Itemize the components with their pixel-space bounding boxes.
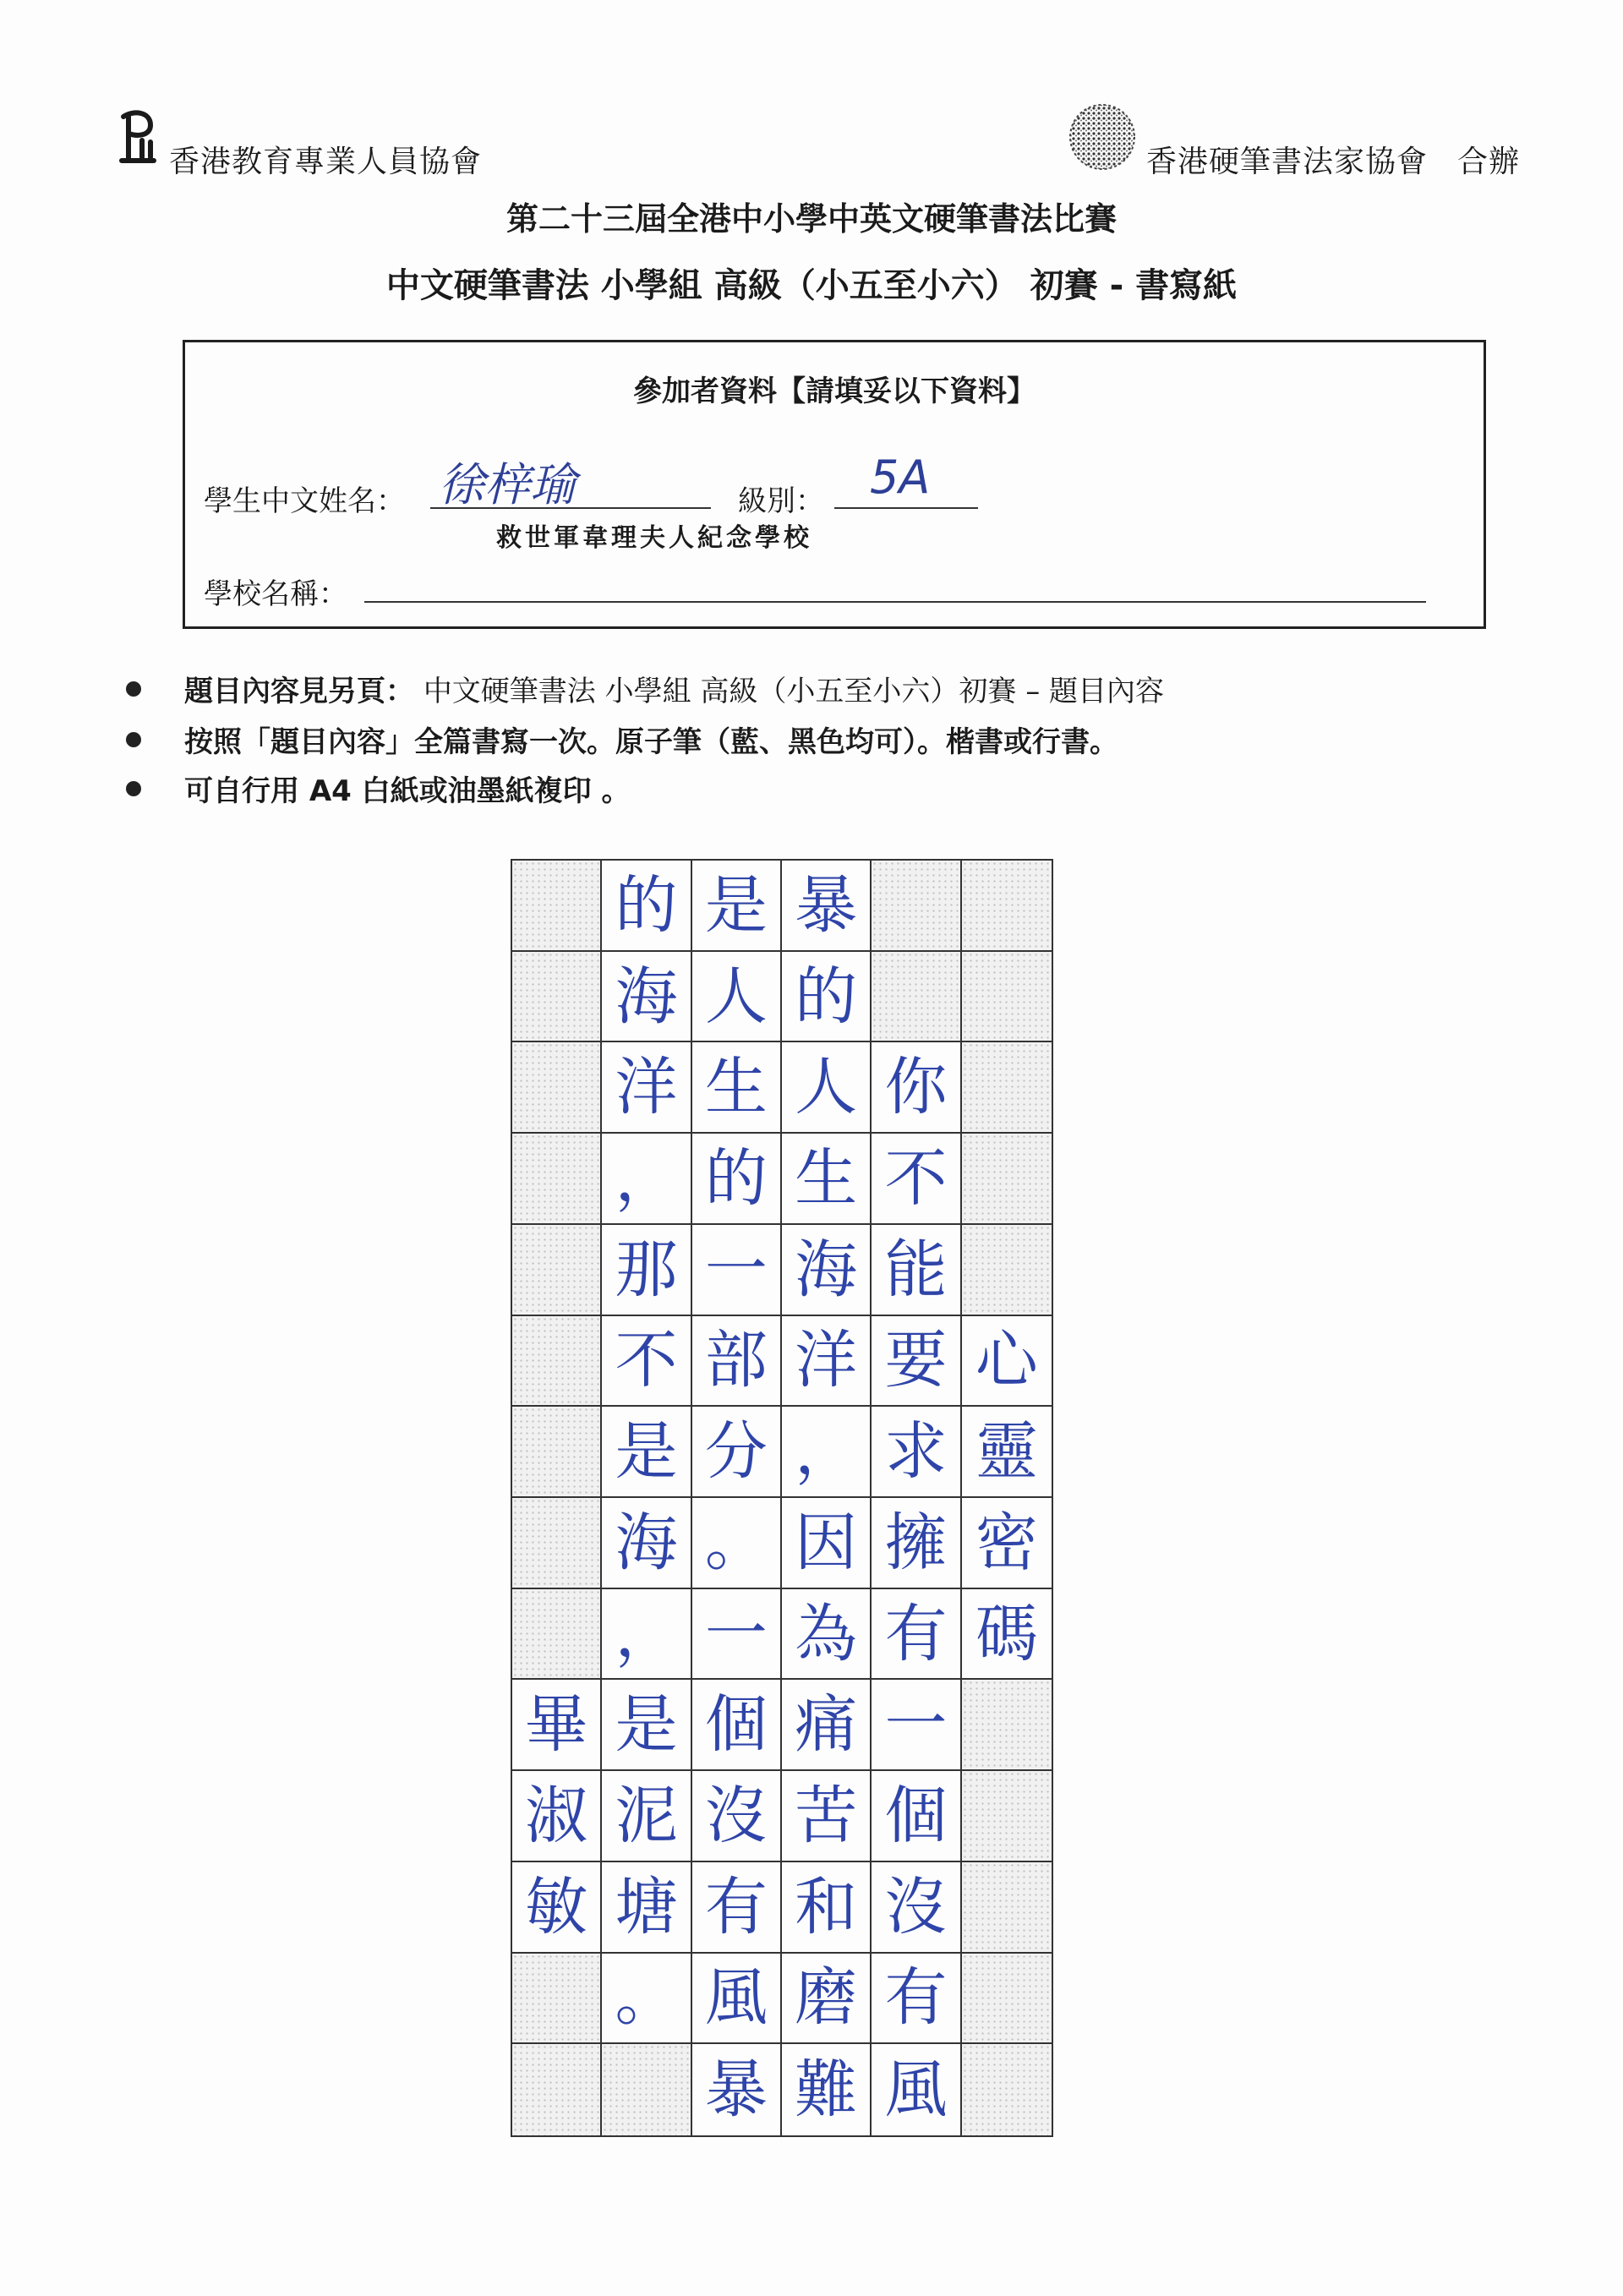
grid-cell: ，	[602, 1134, 691, 1225]
grid-cell: 靈	[962, 1407, 1052, 1498]
grid-cell: 要	[872, 1316, 961, 1408]
grid-cell: 難	[782, 2044, 872, 2135]
grid-cell: 你	[872, 1042, 961, 1134]
grid-cell-empty	[512, 1316, 602, 1408]
grid-cell: 是	[602, 1680, 691, 1771]
grid-cell: 心	[962, 1316, 1052, 1408]
grid-cell: 一	[872, 1680, 961, 1771]
grid-cell: 因	[782, 1498, 872, 1589]
grid-cell-empty	[512, 1134, 602, 1225]
grid-cell: ，	[602, 1589, 691, 1681]
grid-cell: 風	[692, 1954, 782, 2045]
grid-cell: 海	[602, 952, 691, 1043]
grid-cell: 為	[782, 1589, 872, 1681]
bullet-icon	[126, 732, 141, 747]
grid-cell: 磨	[782, 1954, 872, 2045]
grid-cell: 求	[872, 1407, 961, 1498]
grid-cell: 有	[692, 1862, 782, 1954]
grid-cell: ，	[782, 1407, 872, 1498]
grid-cell: 部	[692, 1316, 782, 1408]
grid-cell-empty	[512, 1589, 602, 1681]
grid-cell: 。	[602, 1954, 691, 2045]
grid-cell: 洋	[602, 1042, 691, 1134]
grid-cell: 人	[782, 1042, 872, 1134]
grid-cell: 那	[602, 1225, 691, 1316]
grid-cell: 分	[692, 1407, 782, 1498]
grid-cell-empty	[962, 1771, 1052, 1862]
grid-cell-empty	[512, 2044, 602, 2135]
bullet-icon	[126, 681, 141, 697]
grid-cell-empty	[962, 1225, 1052, 1316]
grid-cell: 的	[782, 952, 872, 1043]
grid-cell-empty	[962, 861, 1052, 952]
instruction-lead: 題目內容見另頁：	[184, 675, 414, 708]
grid-cell: 的	[692, 1134, 782, 1225]
grid-cell: 風	[872, 2044, 961, 2135]
grid-cell: 沒	[872, 1862, 961, 1954]
org-right-name: 香港硬筆書法家協會	[1146, 145, 1429, 179]
paper-subtitle: 中文硬筆書法 小學組 高級（小五至小六） 初賽 - 書寫紙	[385, 266, 1238, 305]
grid-cell: 和	[782, 1862, 872, 1954]
grid-cell: 塘	[602, 1862, 691, 1954]
grid-cell: 能	[872, 1225, 961, 1316]
grid-cell-empty	[962, 1680, 1052, 1771]
grid-cell-empty	[512, 1407, 602, 1498]
grid-cell: 是	[602, 1407, 691, 1498]
pe-association-logo-icon	[117, 108, 161, 176]
grid-cell-empty	[962, 2044, 1052, 2135]
grid-cell: 洋	[782, 1316, 872, 1408]
school-name-underline	[364, 601, 1426, 603]
grid-cell: 泥	[602, 1771, 691, 1862]
instruction-text: 按照「題目內容」全篇書寫一次。原子筆（藍、黑色均可）。楷書或行書。	[184, 725, 1118, 759]
instruction-item	[184, 719, 1118, 760]
class-handwritten: 5A	[870, 451, 931, 504]
co-host-label: 合辦	[1457, 145, 1521, 179]
bullet-icon	[126, 781, 141, 796]
grid-cell: 擁	[872, 1498, 961, 1589]
grid-cell-empty	[512, 1954, 602, 2045]
grid-cell: 個	[692, 1680, 782, 1771]
grid-cell: 一	[692, 1225, 782, 1316]
grid-cell: 不	[602, 1316, 691, 1408]
participant-info-box	[183, 340, 1486, 629]
grid-cell-empty	[962, 1134, 1052, 1225]
student-name-label: 學生中文姓名：	[204, 484, 405, 518]
org-left-name: 香港教育專業人員協會	[169, 145, 483, 179]
class-label: 級別：	[738, 484, 824, 518]
grid-cell: 有	[872, 1589, 961, 1681]
grid-cell: 海	[782, 1225, 872, 1316]
instruction-text: 可自行用 A4 白紙或油墨紙複印 。	[184, 774, 631, 808]
grid-cell-empty	[512, 1042, 602, 1134]
grid-cell: 敏	[512, 1862, 602, 1954]
grid-cell: 淑	[512, 1771, 602, 1862]
grid-cell: 畢	[512, 1680, 602, 1771]
calligraphy-association-seal-icon	[1067, 101, 1138, 172]
grid-cell: 有	[872, 1954, 961, 2045]
grid-cell: 海	[602, 1498, 691, 1589]
grid-cell: 一	[692, 1589, 782, 1681]
grid-cell-empty	[962, 952, 1052, 1043]
grid-cell: 個	[872, 1771, 961, 1862]
grid-cell: 暴	[692, 2044, 782, 2135]
grid-cell: 的	[602, 861, 691, 952]
grid-cell-empty	[512, 1225, 602, 1316]
grid-cell-empty	[962, 1862, 1052, 1954]
grid-cell-empty	[512, 861, 602, 952]
grid-cell-empty	[512, 952, 602, 1043]
grid-cell: 暴	[782, 861, 872, 952]
grid-cell: 生	[692, 1042, 782, 1134]
grid-cell-empty	[962, 1954, 1052, 2045]
grid-cell: 痛	[782, 1680, 872, 1771]
school-name-stamp: 救世軍韋理夫人紀念學校	[496, 523, 812, 553]
writing-grid	[511, 859, 1053, 2137]
grid-cell-empty	[872, 861, 961, 952]
grid-cell-empty	[512, 1498, 602, 1589]
grid-cell: 。	[692, 1498, 782, 1589]
grid-cell-empty	[602, 2044, 691, 2135]
school-name-label: 學校名稱：	[204, 577, 347, 611]
participant-info-heading: 參加者資料【請填妥以下資料】	[633, 374, 1036, 408]
grid-cell: 不	[872, 1134, 961, 1225]
instruction-item	[184, 668, 1164, 709]
instruction-text: 中文硬筆書法 小學組 高級（小五至小六）初賽 – 題目內容	[423, 675, 1165, 708]
grid-cell: 密	[962, 1498, 1052, 1589]
class-underline	[834, 507, 978, 509]
grid-cell-empty	[872, 952, 961, 1043]
grid-cell: 沒	[692, 1771, 782, 1862]
grid-cell: 是	[692, 861, 782, 952]
competition-title: 第二十三屆全港中小學中英文硬筆書法比賽	[505, 200, 1117, 238]
instruction-item	[184, 768, 630, 809]
student-name-handwritten: 徐梓瑜	[439, 458, 576, 511]
grid-cell: 碼	[962, 1589, 1052, 1681]
grid-cell: 苦	[782, 1771, 872, 1862]
grid-cell: 生	[782, 1134, 872, 1225]
grid-cell-empty	[962, 1042, 1052, 1134]
grid-cell: 人	[692, 952, 782, 1043]
